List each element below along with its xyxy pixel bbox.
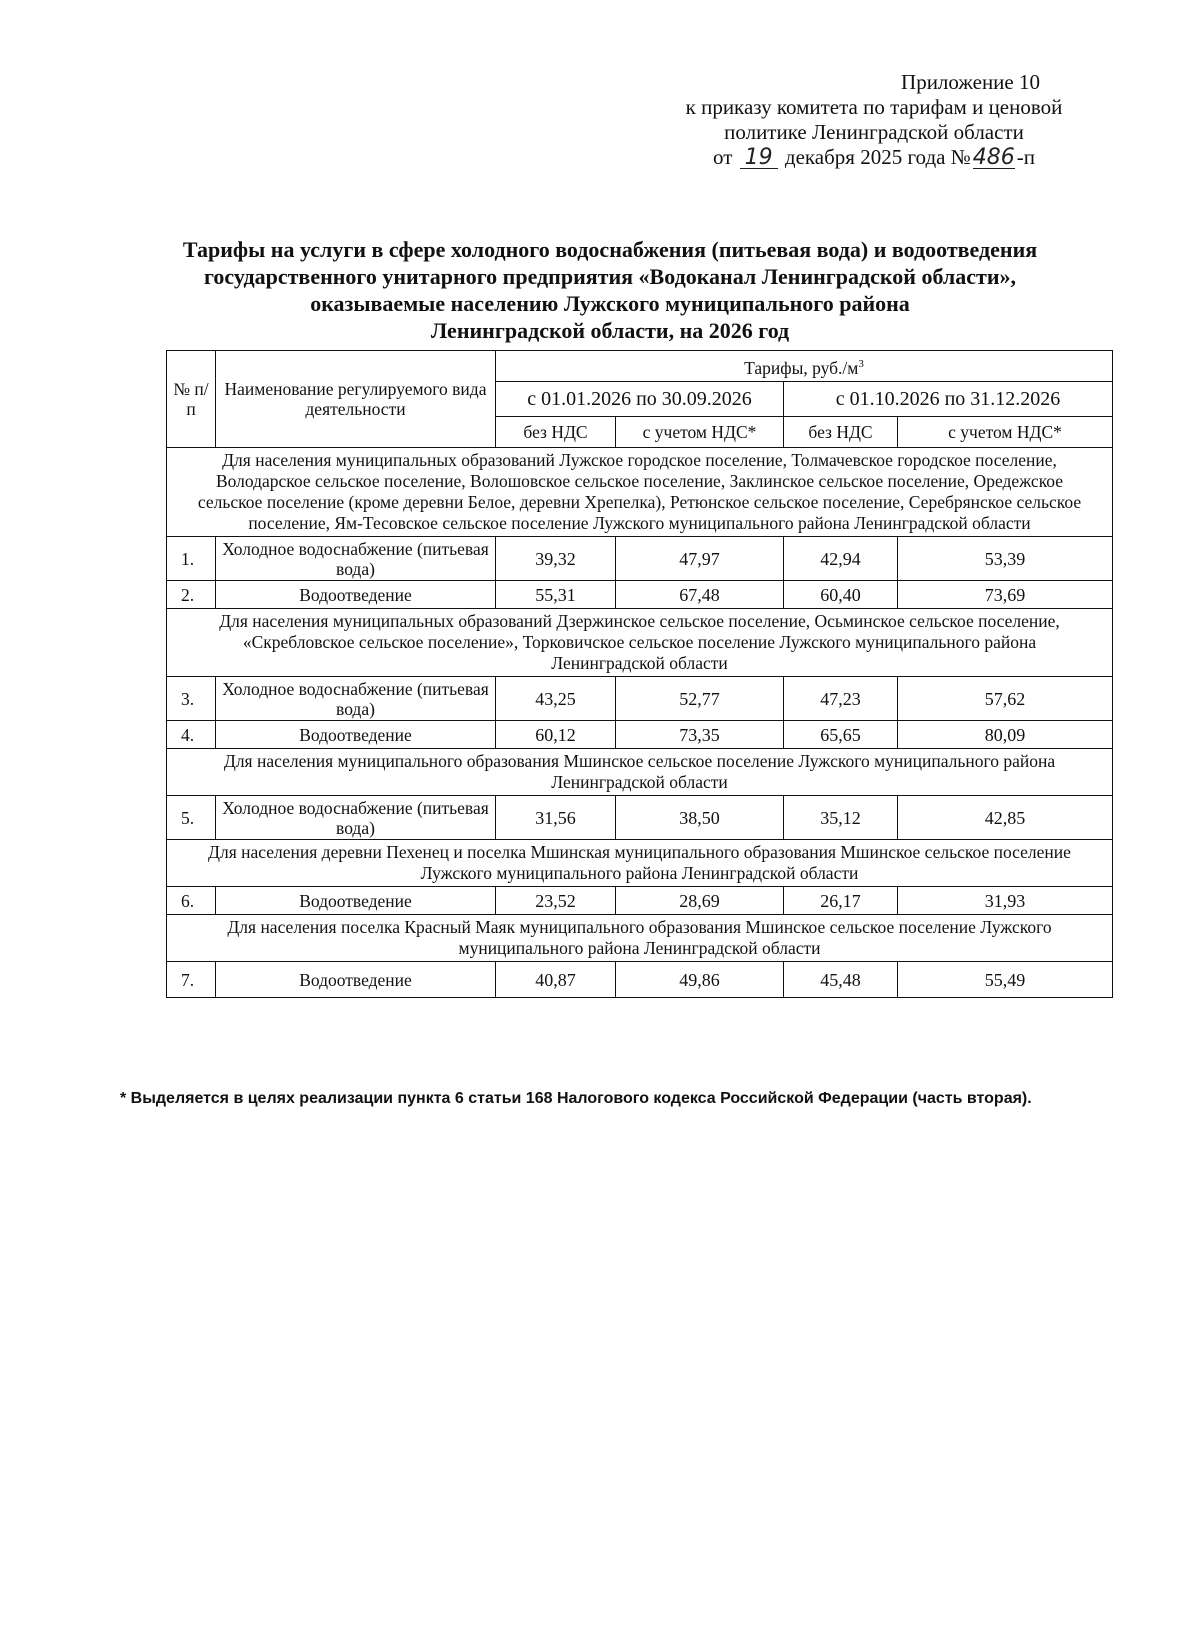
row-activity: Холодное водоснабжение (питьевая вода) <box>216 796 496 840</box>
title-line-1: Тарифы на услуги в сфере холодного водоснабжения (питьевая вода) и водоотведения <box>182 237 1038 262</box>
header-p2-with-vat: с учетом НДС* <box>898 417 1113 448</box>
row-value: 31,93 <box>898 887 1113 915</box>
row-value: 73,35 <box>616 721 784 749</box>
row-num: 5. <box>167 796 216 840</box>
row-num: 6. <box>167 887 216 915</box>
table-row <box>167 537 1113 581</box>
order-suffix: -п <box>1016 145 1035 169</box>
header-period-2: с 01.10.2026 по 31.12.2026 <box>784 382 1113 417</box>
table-row <box>167 581 1113 609</box>
row-value: 73,69 <box>898 581 1113 609</box>
header-num: № п/п <box>167 351 216 448</box>
row-value: 28,69 <box>616 887 784 915</box>
tariff-table <box>166 350 1113 998</box>
row-value: 67,48 <box>616 581 784 609</box>
row-value: 39,32 <box>496 537 616 581</box>
header-p2-no-vat: без НДС <box>784 417 898 448</box>
group-header: Для населения муниципальных образований Дзержинское сельское поселение, Осьминское сельское поселение, «Скребловское сельское поселение», Торковичское сельское поселение Лужского муниципального района Ленинградской области <box>167 609 1113 677</box>
row-num: 4. <box>167 721 216 749</box>
group-header: Для населения муниципального образования Мшинское сельское поселение Лужского муниципального района Ленинградской области <box>167 749 1113 796</box>
row-activity: Водоотведение <box>216 887 496 915</box>
header-period-1: с 01.01.2026 по 30.09.2026 <box>496 382 784 417</box>
table-row <box>167 887 1113 915</box>
table-row <box>167 721 1113 749</box>
table-row <box>167 796 1113 840</box>
row-value: 49,86 <box>616 962 784 998</box>
row-value: 45,48 <box>784 962 898 998</box>
appendix-header <box>600 70 1148 170</box>
row-value: 42,85 <box>898 796 1113 840</box>
header-p1-no-vat: без НДС <box>496 417 616 448</box>
order-date-line <box>600 145 1148 170</box>
header-tariffs: Тарифы, $руб./м^3$ <box>496 351 1113 382</box>
row-activity: Водоотведение <box>216 721 496 749</box>
row-value: 52,77 <box>616 677 784 721</box>
row-value: 38,50 <box>616 796 784 840</box>
title-line-4: Ленинградской области, на 2026 год <box>430 318 790 343</box>
group-header: Для населения поселка Красный Маяк муниципального образования Мшинское сельское поселение Лужского муниципального района Ленинградской области <box>167 915 1113 962</box>
footnote: * Выделяется в целях реализации пункта 6 статьи 168 Налогового кодекса Российской Федерации (часть вторая). <box>120 1090 1032 1107</box>
row-value: 47,23 <box>784 677 898 721</box>
row-value: 31,56 <box>496 796 616 840</box>
row-num: 1. <box>167 537 216 581</box>
row-value: 53,39 <box>898 537 1113 581</box>
order-day-handwritten: 19 <box>740 148 778 169</box>
row-value: 57,62 <box>898 677 1113 721</box>
table-row <box>167 962 1113 998</box>
row-activity: Холодное водоснабжение (питьевая вода) <box>216 537 496 581</box>
order-number-handwritten: 486 <box>972 145 1015 170</box>
header-p1-with-vat: с учетом НДС* <box>616 417 784 448</box>
row-value: 42,94 <box>784 537 898 581</box>
row-value: 65,65 <box>784 721 898 749</box>
group-header: Для населения деревни Пехенец и поселка Мшинская муниципального образования Мшинское сельское поселение Лужского муниципального района Ленинградской области <box>167 840 1113 887</box>
row-value: 55,31 <box>496 581 616 609</box>
row-num: 2. <box>167 581 216 609</box>
row-activity: Водоотведение <box>216 962 496 998</box>
title-line-2: государственного унитарного предприятия «Водоканал Ленинградской области», <box>203 264 1017 289</box>
row-value: 55,49 <box>898 962 1113 998</box>
appendix-number: Приложение 10 <box>901 70 1040 94</box>
group-header: Для населения муниципальных образований Лужское городское поселение, Толмачевское городское поселение, Володарское сельское поселение, Волошовское сельское поселение, Заклинское сельское поселение, Оредежское сельское поселение (кроме деревни Белое, деревни Хрепелка), Ретюнское сельское поселение, Серебрянское сельское поселение, Ям-Тесовское сельское поселение Лужского муниципального района Ленинградской области <box>167 448 1113 537</box>
row-value: 23,52 <box>496 887 616 915</box>
document-title <box>110 236 1110 344</box>
row-num: 3. <box>167 677 216 721</box>
row-value: 40,87 <box>496 962 616 998</box>
header-activity: Наименование регулируемого вида деятельности <box>216 351 496 448</box>
title-line-3: оказываемые населению Лужского муниципального района <box>310 291 910 316</box>
row-value: 60,12 <box>496 721 616 749</box>
order-prefix: от <box>713 145 733 169</box>
row-num: 7. <box>167 962 216 998</box>
appendix-committee: политике Ленинградской области <box>724 120 1024 144</box>
row-value: 47,97 <box>616 537 784 581</box>
row-value: 60,40 <box>784 581 898 609</box>
row-value: 35,12 <box>784 796 898 840</box>
order-month-year: декабря 2025 года № <box>784 145 971 169</box>
table-row <box>167 677 1113 721</box>
row-value: 80,09 <box>898 721 1113 749</box>
row-value: 43,25 <box>496 677 616 721</box>
row-activity: Холодное водоснабжение (питьевая вода) <box>216 677 496 721</box>
row-activity: Водоотведение <box>216 581 496 609</box>
row-value: 26,17 <box>784 887 898 915</box>
appendix-order-ref: к приказу комитета по тарифам и ценовой <box>685 95 1063 119</box>
